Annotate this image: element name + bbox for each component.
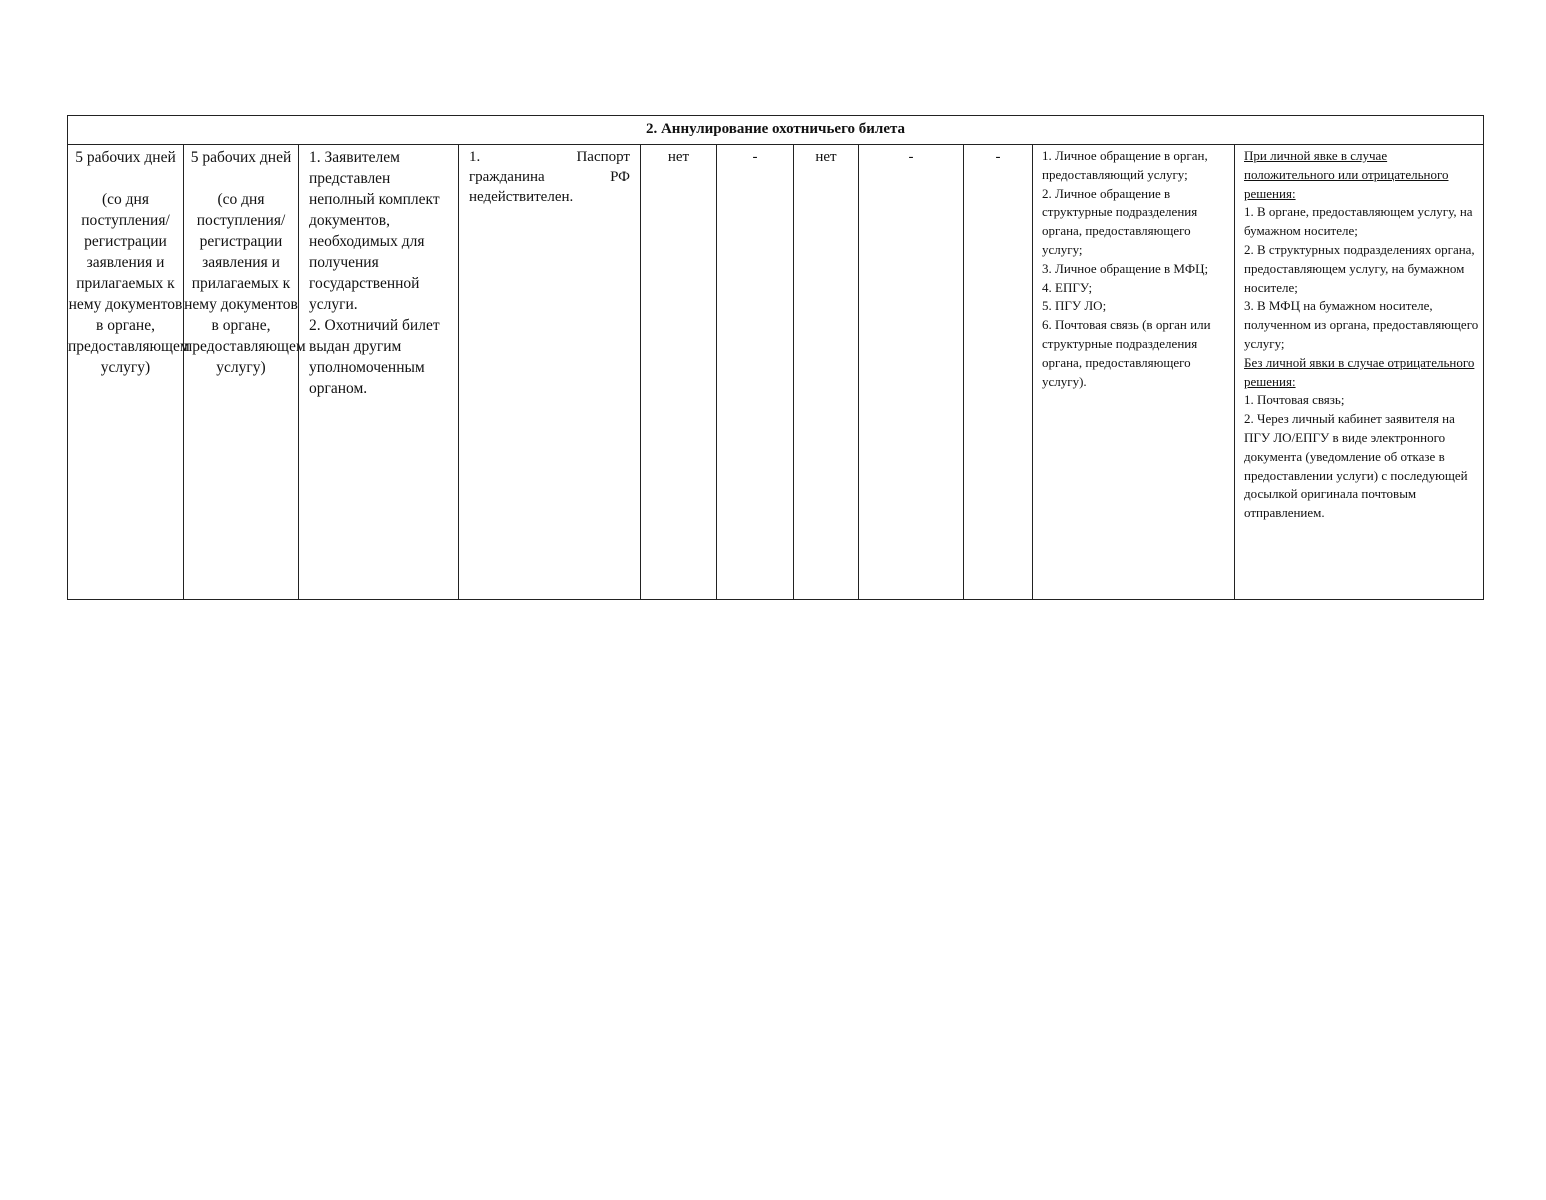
section-title: 2. Аннулирование охотничьего билета bbox=[68, 116, 1484, 145]
suspension-term-cell: - bbox=[717, 145, 794, 600]
result-method: 1. Почтовая связь; bbox=[1244, 392, 1345, 408]
application-method: 6. Почтовая связь (в орган или структурные подразделения органа, предоставляющего услугу). bbox=[1042, 317, 1211, 389]
application-method: 1. Личное обращение в орган, предоставляющий услугу; bbox=[1042, 148, 1208, 182]
in-person-heading: При личной явке в случае положительного или отрицательного решения: bbox=[1244, 148, 1449, 201]
result-method: 2. Через личный кабинет заявителя на ПГУ ЛО/ЕПГУ в виде электронного документа (уведомление об отказе в предоставлении услуги) с последующей досылкой оригинала почтовым отправлением. bbox=[1244, 411, 1468, 521]
fee-kbk-cell: - bbox=[964, 145, 1033, 600]
application-method: 5. ПГУ ЛО; bbox=[1042, 298, 1107, 314]
suspension-reason-cell bbox=[459, 145, 641, 600]
suspension-grounds-cell: нет bbox=[641, 145, 717, 600]
term-days: 5 рабочих дней bbox=[190, 149, 292, 166]
result-method: 3. В МФЦ на бумажном носителе, полученном из органа, предоставляющего услугу; bbox=[1244, 298, 1479, 351]
result-methods-cell bbox=[1235, 145, 1484, 600]
application-method: 4. ЕПГУ; bbox=[1042, 279, 1093, 295]
suspension-reason-word: Паспорт bbox=[576, 149, 630, 165]
application-methods-cell bbox=[1033, 145, 1235, 600]
refusal-reasons-cell bbox=[299, 145, 459, 600]
application-method: 3. Личное обращение в МФЦ; bbox=[1042, 260, 1209, 276]
fee-cell: нет bbox=[794, 145, 859, 600]
result-method: 1. В органе, предоставляющем услугу, на бумажном носителе; bbox=[1244, 204, 1473, 239]
result-method: 2. В структурных подразделениях органа, предоставляющем услугу, на бумажном носителе; bbox=[1244, 241, 1475, 295]
fee-details-cell: - bbox=[859, 145, 964, 600]
refusal-reason: 2. Охотничий билет выдан другим уполномоченным органом. bbox=[309, 317, 440, 397]
term-detail: (со дня поступления/регистрации заявления и прилагаемых к нему документов в органе, предоставляющем услугу) bbox=[68, 191, 190, 376]
term-detail: (со дня поступления/регистрации заявления и прилагаемых к нему документов в органе, предоставляющем услугу) bbox=[184, 191, 306, 376]
application-method: 2. Личное обращение в структурные подразделения органа, предоставляющего услугу; bbox=[1042, 185, 1198, 257]
suspension-reason-country: РФ bbox=[610, 169, 630, 185]
suspension-reason-invalid: недействителен. bbox=[469, 189, 574, 205]
refusal-reason: 1. Заявителем представлен неполный комплект документов, необходимых для получения государственной услуги. bbox=[309, 149, 440, 313]
suspension-reason-num: 1. bbox=[469, 149, 481, 165]
service-table bbox=[67, 115, 1484, 600]
remote-heading: Без личной явки в случае отрицательного решения: bbox=[1244, 354, 1475, 389]
term-days: 5 рабочих дней bbox=[75, 149, 176, 166]
suspension-reason-citizen: гражданина bbox=[469, 169, 545, 185]
term-cell-1 bbox=[68, 145, 190, 600]
term-cell-2 bbox=[184, 145, 306, 600]
